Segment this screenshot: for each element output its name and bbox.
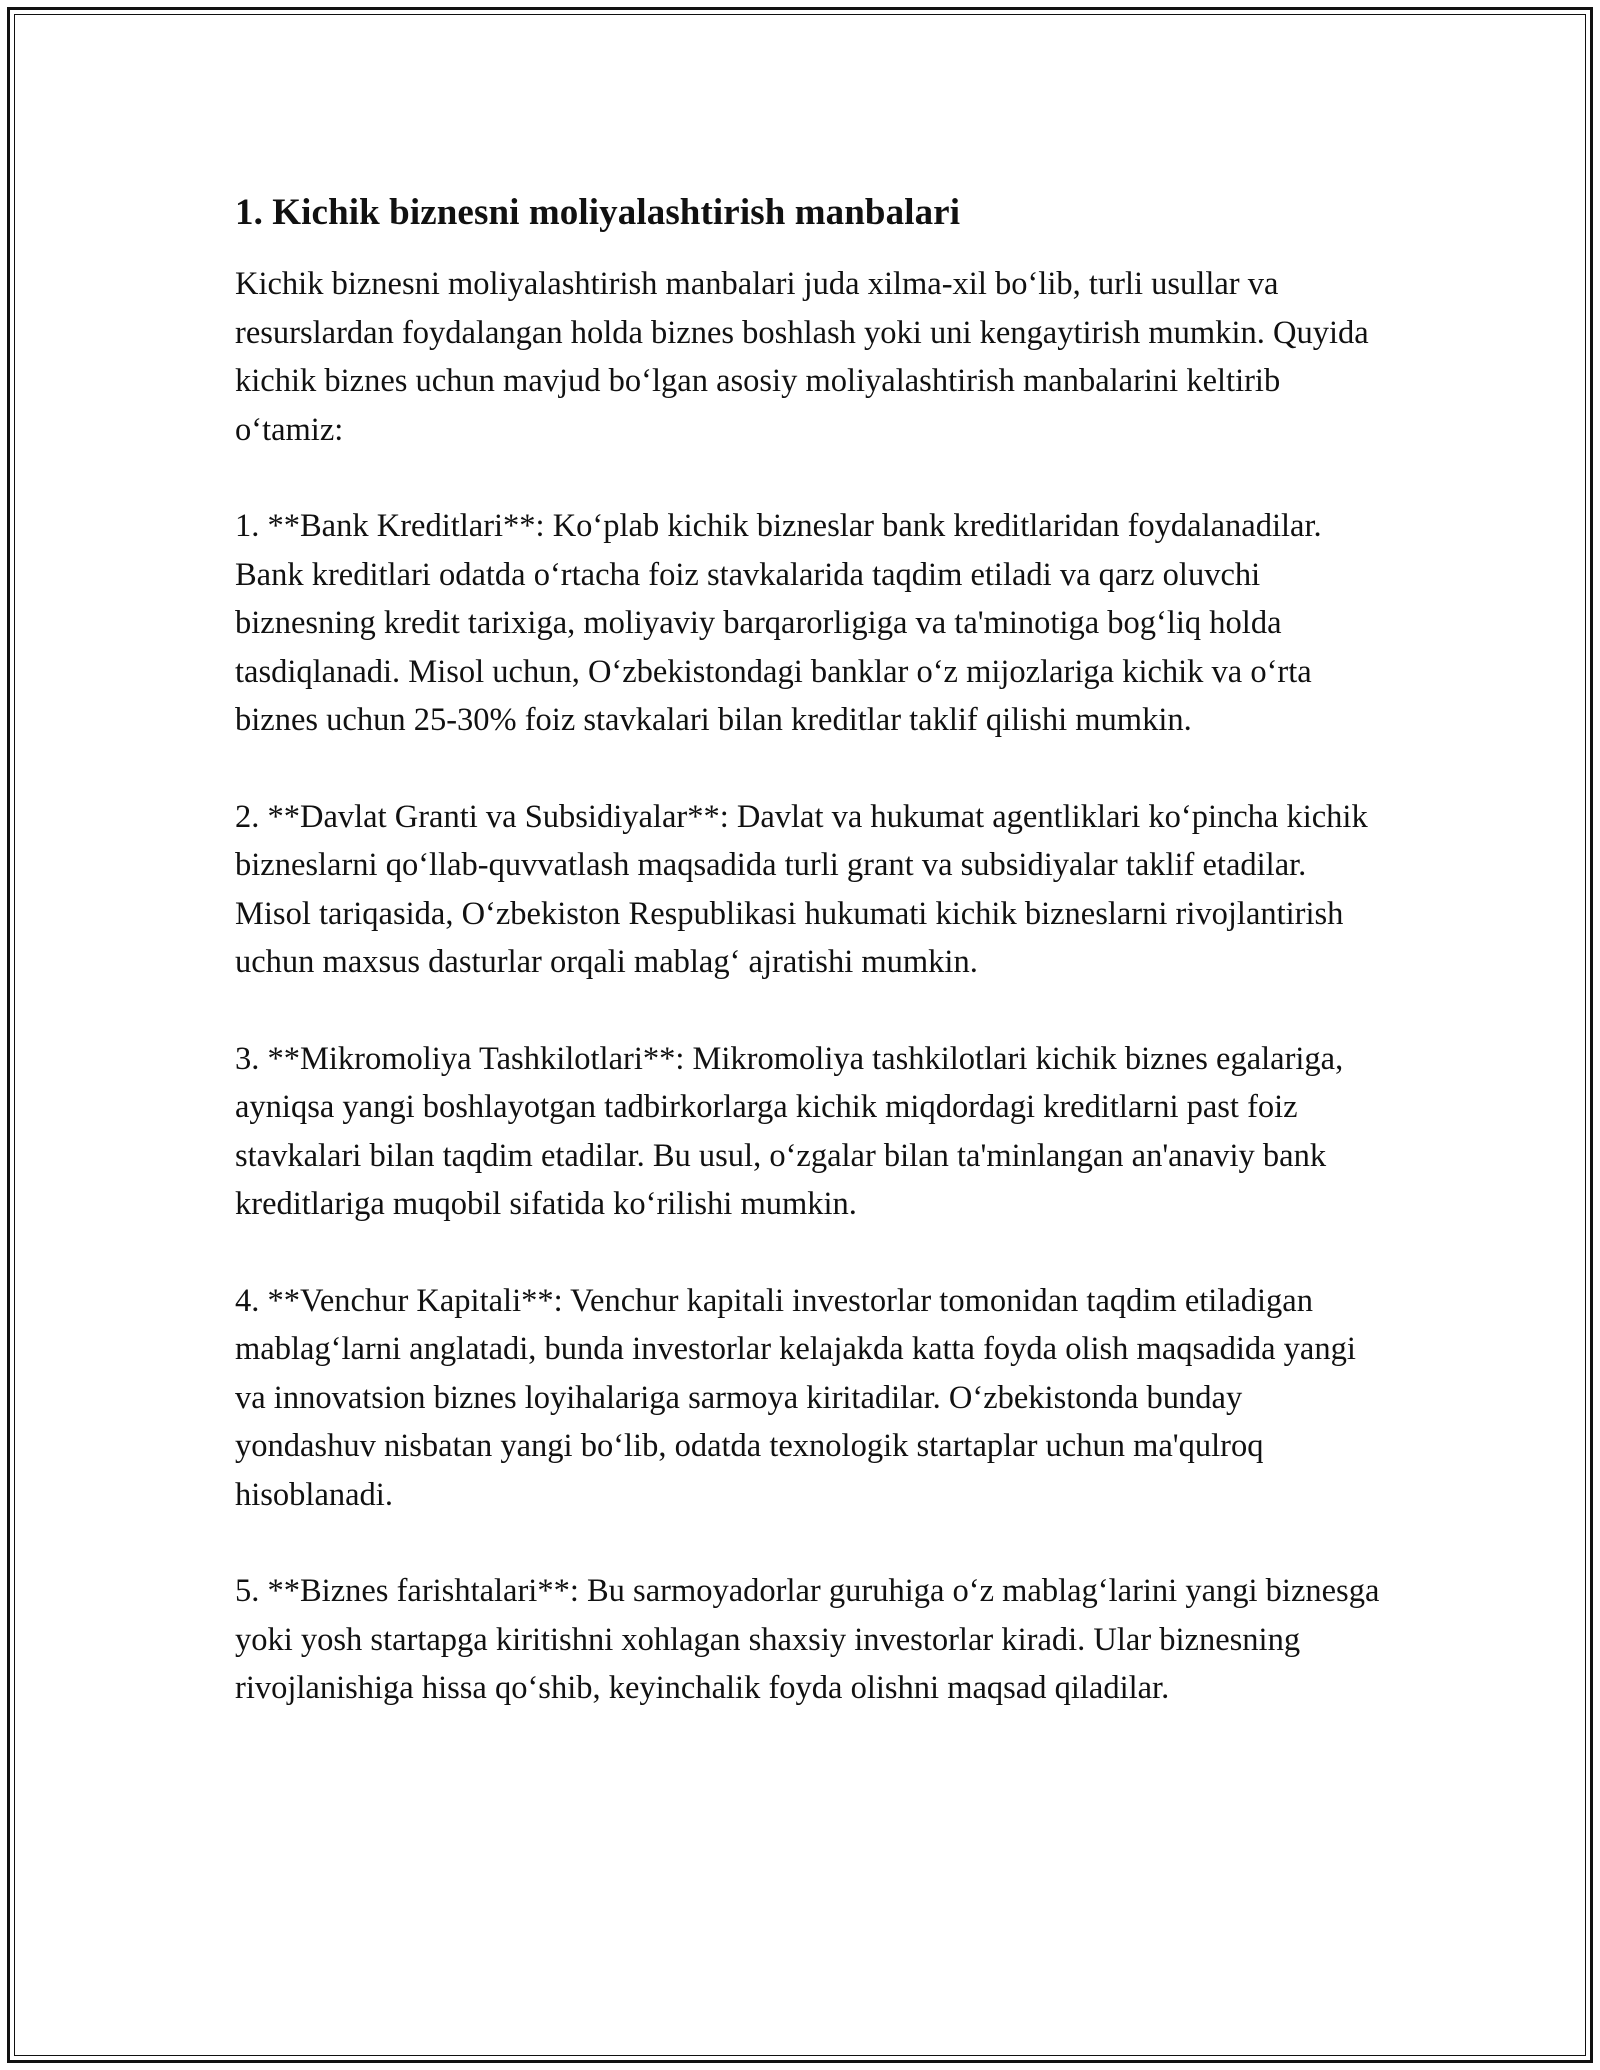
document-title: 1. Kichik biznesni moliyalashtirish manbalari: [235, 192, 961, 233]
paragraph-microfinance: 3. **Mikromoliya Tashkilotlari**: Mikromoliya tashkilotlari kichik biznes egalariga, ayniqsa yangi boshlayotgan tadbirkorlarga kichik miqdordagi kreditlarni past foiz stavkalari bilan taqdim etadilar. Bu usul, o‘zgalar bilan ta'minlangan an'anaviy bank kreditlariga muqobil sifatida ko‘rilishi mumkin.: [235, 1040, 1344, 1222]
paragraph-venture-capital: 4. **Venchur Kapitali**: Venchur kapitali investorlar tomonidan taqdim etiladigan mablag‘larni anglatadi, bunda investorlar kelajakda katta foyda olish maqsadida yangi va innovatsion biznes loyihalariga sarmoya kiritadilar. O‘zbekistonda bunday yondashuv nisbatan yangi bo‘lib, odatda texnologik startaplar uchun ma'qulroq hisoblanadi.: [235, 1282, 1356, 1513]
document-body: [235, 188, 1385, 1761]
paragraph-bank-credits: 1. **Bank Kreditlari**: Ko‘plab kichik bizneslar bank kreditlaridan foydalanadilar. Bank kreditlari odatda o‘rtacha foiz stavkalarida taqdim etiladi va qarz oluvchi biznesning kredit tarixiga, moliyaviy barqarorligiga va ta'minotiga bog‘liq holda tasdiqlanadi. Misol uchun, O‘zbekistondagi banklar o‘z mijozlariga kichik va o‘rta biznes uchun 25-30% foiz stavkalari bilan kreditlar taklif qilishi mumkin.: [235, 508, 1322, 738]
paragraph-state-grants: 2. **Davlat Granti va Subsidiyalar**: Davlat va hukumat agentliklari ko‘pincha kichik bizneslarni qo‘llab-quvvatlash maqsadida turli grant va subsidiyalar taklif etadilar. Misol tariqasida, O‘zbekiston Respublikasi hukumati kichik bizneslarni rivojlantirish uchun maxsus dasturlar orqali mablag‘ ajratishi mumkin.: [235, 798, 1368, 980]
paragraph-business-angels: 5. **Biznes farishtalari**: Bu sarmoyadorlar guruhiga o‘z mablag‘larini yangi biznesga yoki yosh startapga kiritishni xohlagan shaxsiy investorlar kiradi. Ular biznesning rivojlanishiga hissa qo‘shib, keyinchalik foyda olishni maqsad qiladilar.: [235, 1573, 1380, 1706]
intro-paragraph: Kichik biznesni moliyalashtirish manbalari juda xilma-xil bo‘lib, turli usullar va resurslardan foydalangan holda biznes boshlash yoki uni kengaytirish mumkin. Quyida kichik biznes uchun mavjud bo‘lgan asosiy moliyalashtirish manbalarini keltirib o‘tamiz:: [235, 266, 1369, 448]
